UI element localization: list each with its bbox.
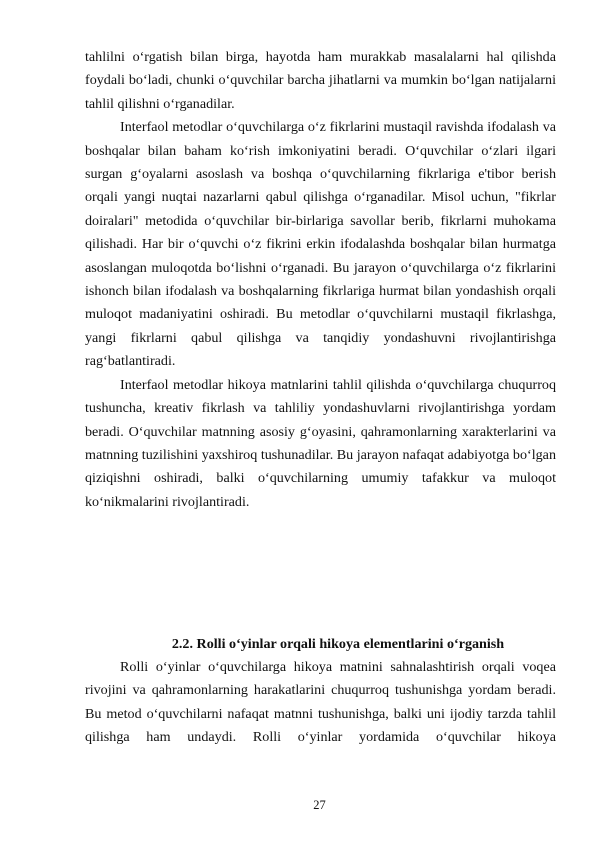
body-text-bottom (85, 656, 556, 750)
page-number: 27 (313, 798, 326, 812)
section-heading: 2.2. Rolli o‘yinlar orqali hikoya elementlarini o‘rganish (171, 636, 505, 652)
paragraph-interfaol-metodlar-1: Interfaol metodlar o‘quvchilarga o‘z fikrlarini mustaqil ravishda ifodalash va boshqalar bilan baham ko‘rish imkoniyatini beradi. O‘quvchilar o‘zlari ilgari surgan g‘oyalarni asoslash va boshqa o‘quvchilarning fikrlariga e'tibor berish orqali yangi nuqtai nazarlarni qabul qilishga o‘rganadilar. Misol uchun, "fikrlar doiralari" metodida o‘quvchilar bir-birlariga savollar berib, fikrlarni muhokama qilishadi. Har bir o‘quvchi o‘z fikrini erkin ifodalashda boshqalar bilan hurmatga asoslangan muloqotda bo‘lishni o‘rganadi. Bu jarayon o‘quvchilarga o‘z fikrlarini ishonch bilan ifodalash va boshqalarning fikrlariga hurmat bilan yondashish orqali muloqot madaniyatini oshiradi. Bu metodlar o‘quvchilarni mustaqil fikrlashga, yangi fikrlarni qabul qilishga va tanqidiy yondashuvni rivojlantirishga rag‘batlantiradi. (85, 119, 556, 370)
paragraph-interfaol-metodlar-2: Interfaol metodlar hikoya matnlarini tahlil qilishda o‘quvchilarga chuqurroq tushuncha, kreativ fikrlash va tahliliy yondashuvlarni rivojlantirishga yordam beradi. O‘quvchilar matnning asosiy g‘oyasini, qahramonlarning xarakterlarini va matnning tuzilishini yaxshiroq tushunadilar. Bu jarayon nafaqat adabiyotga bo‘lgan qiziqishni oshiradi, balki o‘quvchilarning umumiy tafakkur va muloqot ko‘nikmalarini rivojlantiradi. (85, 376, 556, 510)
paragraph-rolli-oyinlar: Rolli o‘yinlar o‘quvchilarga hikoya matnini sahnalashtirish orqali voqea rivojini va qahramonlarning harakatlarini chuqurroq tushunishga yordam beradi. Bu metod o‘quvchilarni nafaqat matnni tushunishga, balki uni ijodiy tarzda tahlil qilishga ham undaydi. Rolli o‘yinlar yordamida o‘quvchilar hikoya (85, 659, 556, 746)
body-text-top (85, 46, 556, 514)
paragraph-continuation: tahlilni o‘rgatish bilan birga, hayotda ham murakkab masalalarni hal qilishda foydali bo‘ladi, chunki o‘quvchilar barcha jihatlarni va mumkin bo‘lgan natijalarni tahlil qilishni o‘rganadilar. (85, 49, 556, 112)
